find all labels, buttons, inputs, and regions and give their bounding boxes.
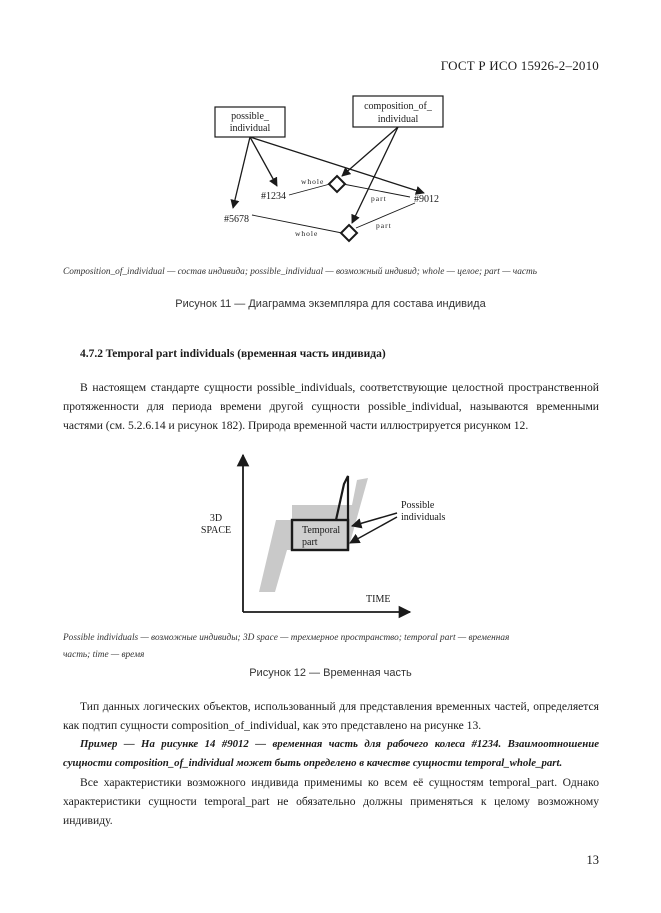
arrow-coi-to-diamond2 xyxy=(352,127,398,223)
possible-label-line2: individuals xyxy=(401,512,446,523)
node-5678: #5678 xyxy=(224,214,249,225)
box-possible-line1: possible_ xyxy=(231,111,269,122)
box-possible-line2: individual xyxy=(229,123,271,134)
section-heading: 4.7.2 Temporal part individuals (временная часть индивида) xyxy=(80,348,386,360)
temporal-part-label-line2: part xyxy=(302,537,318,548)
relation-diamond-top xyxy=(329,176,345,192)
body-text xyxy=(63,697,599,830)
page-number: 13 xyxy=(586,853,599,867)
figure-11-legend: Composition_of_individual — состав индивида; possible_individual — возможный индивид; whole — целое; part — часть xyxy=(63,267,537,277)
paragraph-2: Тип данных логических объектов, использованный для представления временных частей, определяется как подтип сущности composition_of_individual, как это представлено на рисунке 13. xyxy=(63,700,599,732)
node-1234: #1234 xyxy=(261,191,286,202)
label-part-top: part xyxy=(371,194,387,203)
figure-12-diagram xyxy=(0,440,661,625)
paragraph-3: Все характеристики возможного индивида применимы ко всем её сущностям temporal_part. Однако характеристики сущности temporal_part не обязательно должны применяться к целому возможному индивиду. xyxy=(63,776,599,827)
label-part-bottom: part xyxy=(376,221,392,230)
box-composition-line1: composition_of_ xyxy=(364,101,432,112)
document-header: ГОСТ Р ИСО 15926-2–2010 xyxy=(440,58,599,73)
figure-12-legend xyxy=(63,630,603,664)
relation-diamond-bottom xyxy=(341,225,357,241)
label-whole-top: whole xyxy=(301,177,325,186)
paragraph-1 xyxy=(63,378,599,435)
figure-12-legend-line2: часть; time — время xyxy=(63,650,145,660)
possible-label-line1: Possible xyxy=(401,500,435,511)
node-9012: #9012 xyxy=(414,194,439,205)
arrow-pi-to-5678 xyxy=(233,137,250,208)
figure-12-title: Рисунок 12 — Временная часть xyxy=(249,667,412,679)
label-whole-bottom: whole xyxy=(295,229,319,238)
figure-11-diagram xyxy=(0,0,661,260)
paragraph-1-text: В настоящем стандарте сущности possible_individuals, соответствующие целостной пространственной протяженности для периода времени другой сущности possible_individual, называются временными частями (см. 5.2.6.14 и рисунок 182). Природа временной части иллюстрируется рисунком 12. xyxy=(63,381,599,432)
example-note: Пример — На рисунке 14 #9012 — временная часть для рабочего колеса #1234. Взаимоотношение сущности composition_of_individual может быть определено в качестве сущности temporal_whole_part. xyxy=(63,738,599,769)
x-axis-label: TIME xyxy=(366,594,391,605)
y-axis-label-line1: 3D xyxy=(209,513,223,524)
arrow-coi-to-diamond1 xyxy=(342,127,398,176)
arrow-possible-2 xyxy=(350,517,397,543)
figure-12-legend-line1: Possible individuals — возможные индивиды; 3D space — трехмерное пространство; temporal part — временная xyxy=(63,633,510,643)
y-axis-label-line2: SPACE xyxy=(200,525,232,536)
arrow-possible-1 xyxy=(352,513,397,526)
box-composition-line2: individual xyxy=(377,114,419,125)
temporal-part-label-line1: Temporal xyxy=(302,525,341,536)
figure-11-title: Рисунок 11 — Диаграмма экземпляра для состава индивида xyxy=(175,298,486,310)
